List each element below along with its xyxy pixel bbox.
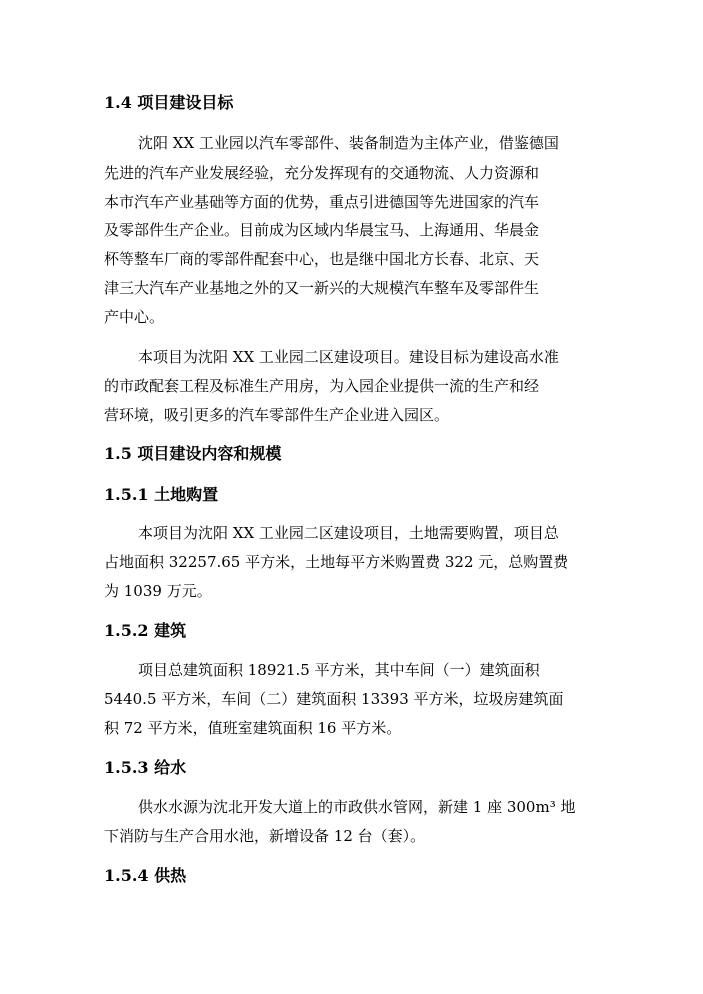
paragraph-line: 本项目为沈阳 XX 工业园二区建设项目，土地需要购置，项目总 [138, 524, 559, 542]
paragraph-line: 为 1039 万元。 [104, 582, 212, 600]
section-heading-1-5-3: 1.5.3 给水 [104, 758, 187, 777]
paragraph-line: 积 72 平方米，值班室建筑面积 16 平方米。 [104, 719, 402, 737]
section-heading-1-5-1: 1.5.1 土地购置 [104, 485, 219, 504]
paragraph-line: 产中心。 [104, 308, 165, 326]
paragraph-line: 的市政配套工程及标准生产用房，为入园企业提供一流的生产和经 [104, 377, 540, 395]
paragraph-line: 营环境，吸引更多的汽车零部件生产企业进入园区。 [104, 406, 450, 424]
section-heading-1-5: 1.5 项目建设内容和规模 [104, 444, 282, 463]
paragraph-line: 供水水源为沈北开发大道上的市政供水管网，新建 1 座 300m³ 地 [138, 798, 576, 816]
paragraph-line: 本市汽车产业基础等方面的优势，重点引进德国等先进国家的汽车 [104, 193, 540, 211]
paragraph-line: 杯等整车厂商的零部件配套中心，也是继中国北方长春、北京、天 [104, 250, 540, 268]
paragraph-line: 5440.5 平方米，车间（二）建筑面积 13393 平方米，垃圾房建筑面 [104, 690, 564, 708]
paragraph-line: 先进的汽车产业发展经验，充分发挥现有的交通物流、人力资源和 [104, 164, 540, 182]
paragraph-line: 及零部件生产企业。目前成为区域内华晨宝马、上海通用、华晨金 [104, 221, 540, 239]
paragraph-line: 项目总建筑面积 18921.5 平方米，其中车间（一）建筑面积 [138, 661, 540, 679]
paragraph-line: 下消防与生产合用水池，新增设备 12 台（套）。 [104, 827, 426, 845]
paragraph-line: 本项目为沈阳 XX 工业园二区建设项目。建设目标为建设高水准 [138, 348, 559, 366]
paragraph-line: 占地面积 32257.65 平方米，土地每平方米购置费 322 元，总购置费 [104, 553, 569, 571]
paragraph-line: 津三大汽车产业基地之外的又一新兴的大规模汽车整车及零部件生 [104, 279, 540, 297]
section-heading-1-4: 1.4 项目建设目标 [104, 93, 234, 112]
paragraph-line: 沈阳 XX 工业园以汽车零部件、装备制造为主体产业，借鉴德国 [138, 134, 559, 152]
section-heading-1-5-4: 1.5.4 供热 [104, 866, 187, 885]
section-heading-1-5-2: 1.5.2 建筑 [104, 621, 187, 640]
